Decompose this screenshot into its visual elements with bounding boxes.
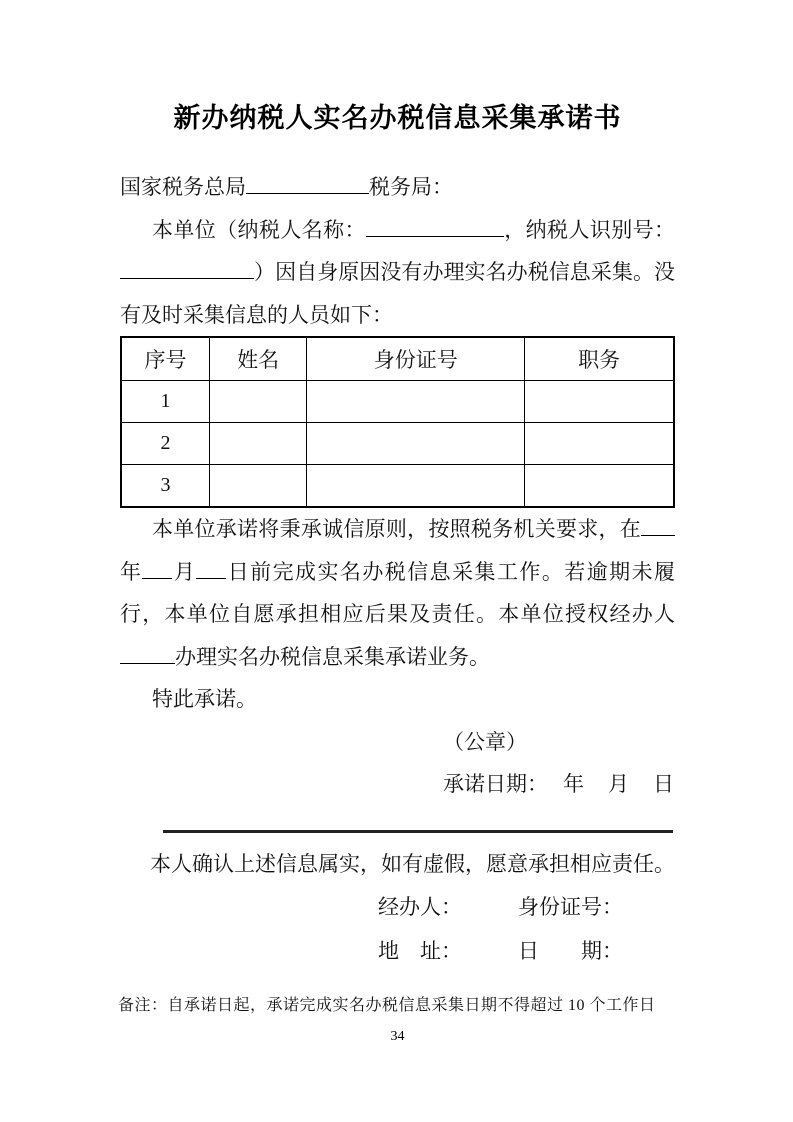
address-label: 地 址：	[378, 938, 462, 963]
cell-id-1	[307, 381, 525, 423]
commitment-seg3: 办理实名办税信息采集承诺业务。	[175, 644, 490, 669]
intro-paragraph	[120, 209, 675, 337]
cell-position-2	[525, 423, 674, 465]
blank-day	[196, 555, 226, 578]
intro-seg2: ，纳税人识别号：	[503, 217, 676, 242]
salutation-prefix: 国家税务总局	[120, 175, 246, 199]
date-day: 日	[653, 772, 674, 796]
date-field-label: 日 期：	[518, 938, 623, 963]
intro-seg3: ）因自身原因没有办理实名办税信息采集。没有及时采集信息的人员如下：	[120, 260, 675, 327]
cell-name-1	[209, 381, 306, 423]
cell-position-3	[525, 465, 674, 508]
cell-name-2	[209, 423, 306, 465]
commitment-seg2: 日前完成实名办税信息采集工作。若逾期未履行，本单位自愿承担相应后果及责任。本单位授权经办人	[120, 559, 676, 626]
commitment-month: 月	[172, 559, 197, 584]
page-number: 34	[390, 1028, 405, 1044]
document-title: 新办纳税人实名办税信息采集承诺书	[173, 103, 622, 133]
table-row	[121, 465, 674, 508]
table-row	[121, 423, 674, 465]
salutation-suffix: 税务局：	[369, 175, 453, 199]
date-year: 年	[563, 772, 584, 796]
address-date-row	[378, 929, 675, 973]
blank-month	[142, 555, 172, 578]
blank-taxpayer-name	[366, 213, 504, 236]
salutation-line	[120, 166, 675, 209]
confirmation-statement: 本人确认上述信息属实，如有虚假，愿意承担相应责任。	[150, 851, 675, 876]
seal-placeholder: （公章）	[443, 729, 527, 754]
id-number-label: 身份证号：	[518, 894, 623, 919]
commitment-seg1: 本单位承诺将秉承诚信原则，按照税务机关要求，在	[152, 517, 641, 541]
cell-name-3	[209, 465, 306, 508]
header-name: 姓名	[209, 337, 306, 381]
cell-position-1	[525, 381, 674, 423]
footnote: 备注：自承诺日起，承诺完成实名办税信息采集日期不得超过 10 个工作日	[118, 996, 656, 1014]
blank-year	[641, 513, 675, 536]
commitment-date-line	[443, 763, 675, 806]
blank-taxpayer-id	[120, 256, 254, 279]
date-label: 承诺日期：	[443, 772, 548, 796]
table-header-row	[121, 337, 674, 381]
cell-seq-2: 2	[121, 423, 209, 465]
signature-divider	[163, 830, 673, 833]
closing-line: 特此承诺。	[152, 687, 257, 711]
cell-seq-1: 1	[121, 381, 209, 423]
commitment-paragraph	[120, 508, 675, 678]
blank-tax-bureau	[246, 171, 369, 194]
date-month: 月	[608, 772, 629, 796]
agent-label: 经办人：	[378, 894, 462, 919]
table-row	[121, 381, 674, 423]
persons-table	[120, 336, 675, 508]
header-position: 职务	[525, 337, 674, 381]
blank-agent-name	[120, 640, 175, 663]
header-id-number: 身份证号	[307, 337, 525, 381]
header-seq: 序号	[121, 337, 209, 381]
commitment-year: 年	[120, 559, 143, 584]
intro-seg1: 本单位（纳税人名称：	[152, 217, 366, 242]
cell-id-3	[307, 465, 525, 508]
agent-id-row	[378, 885, 675, 929]
cell-id-2	[307, 423, 525, 465]
cell-seq-3: 3	[121, 465, 209, 508]
